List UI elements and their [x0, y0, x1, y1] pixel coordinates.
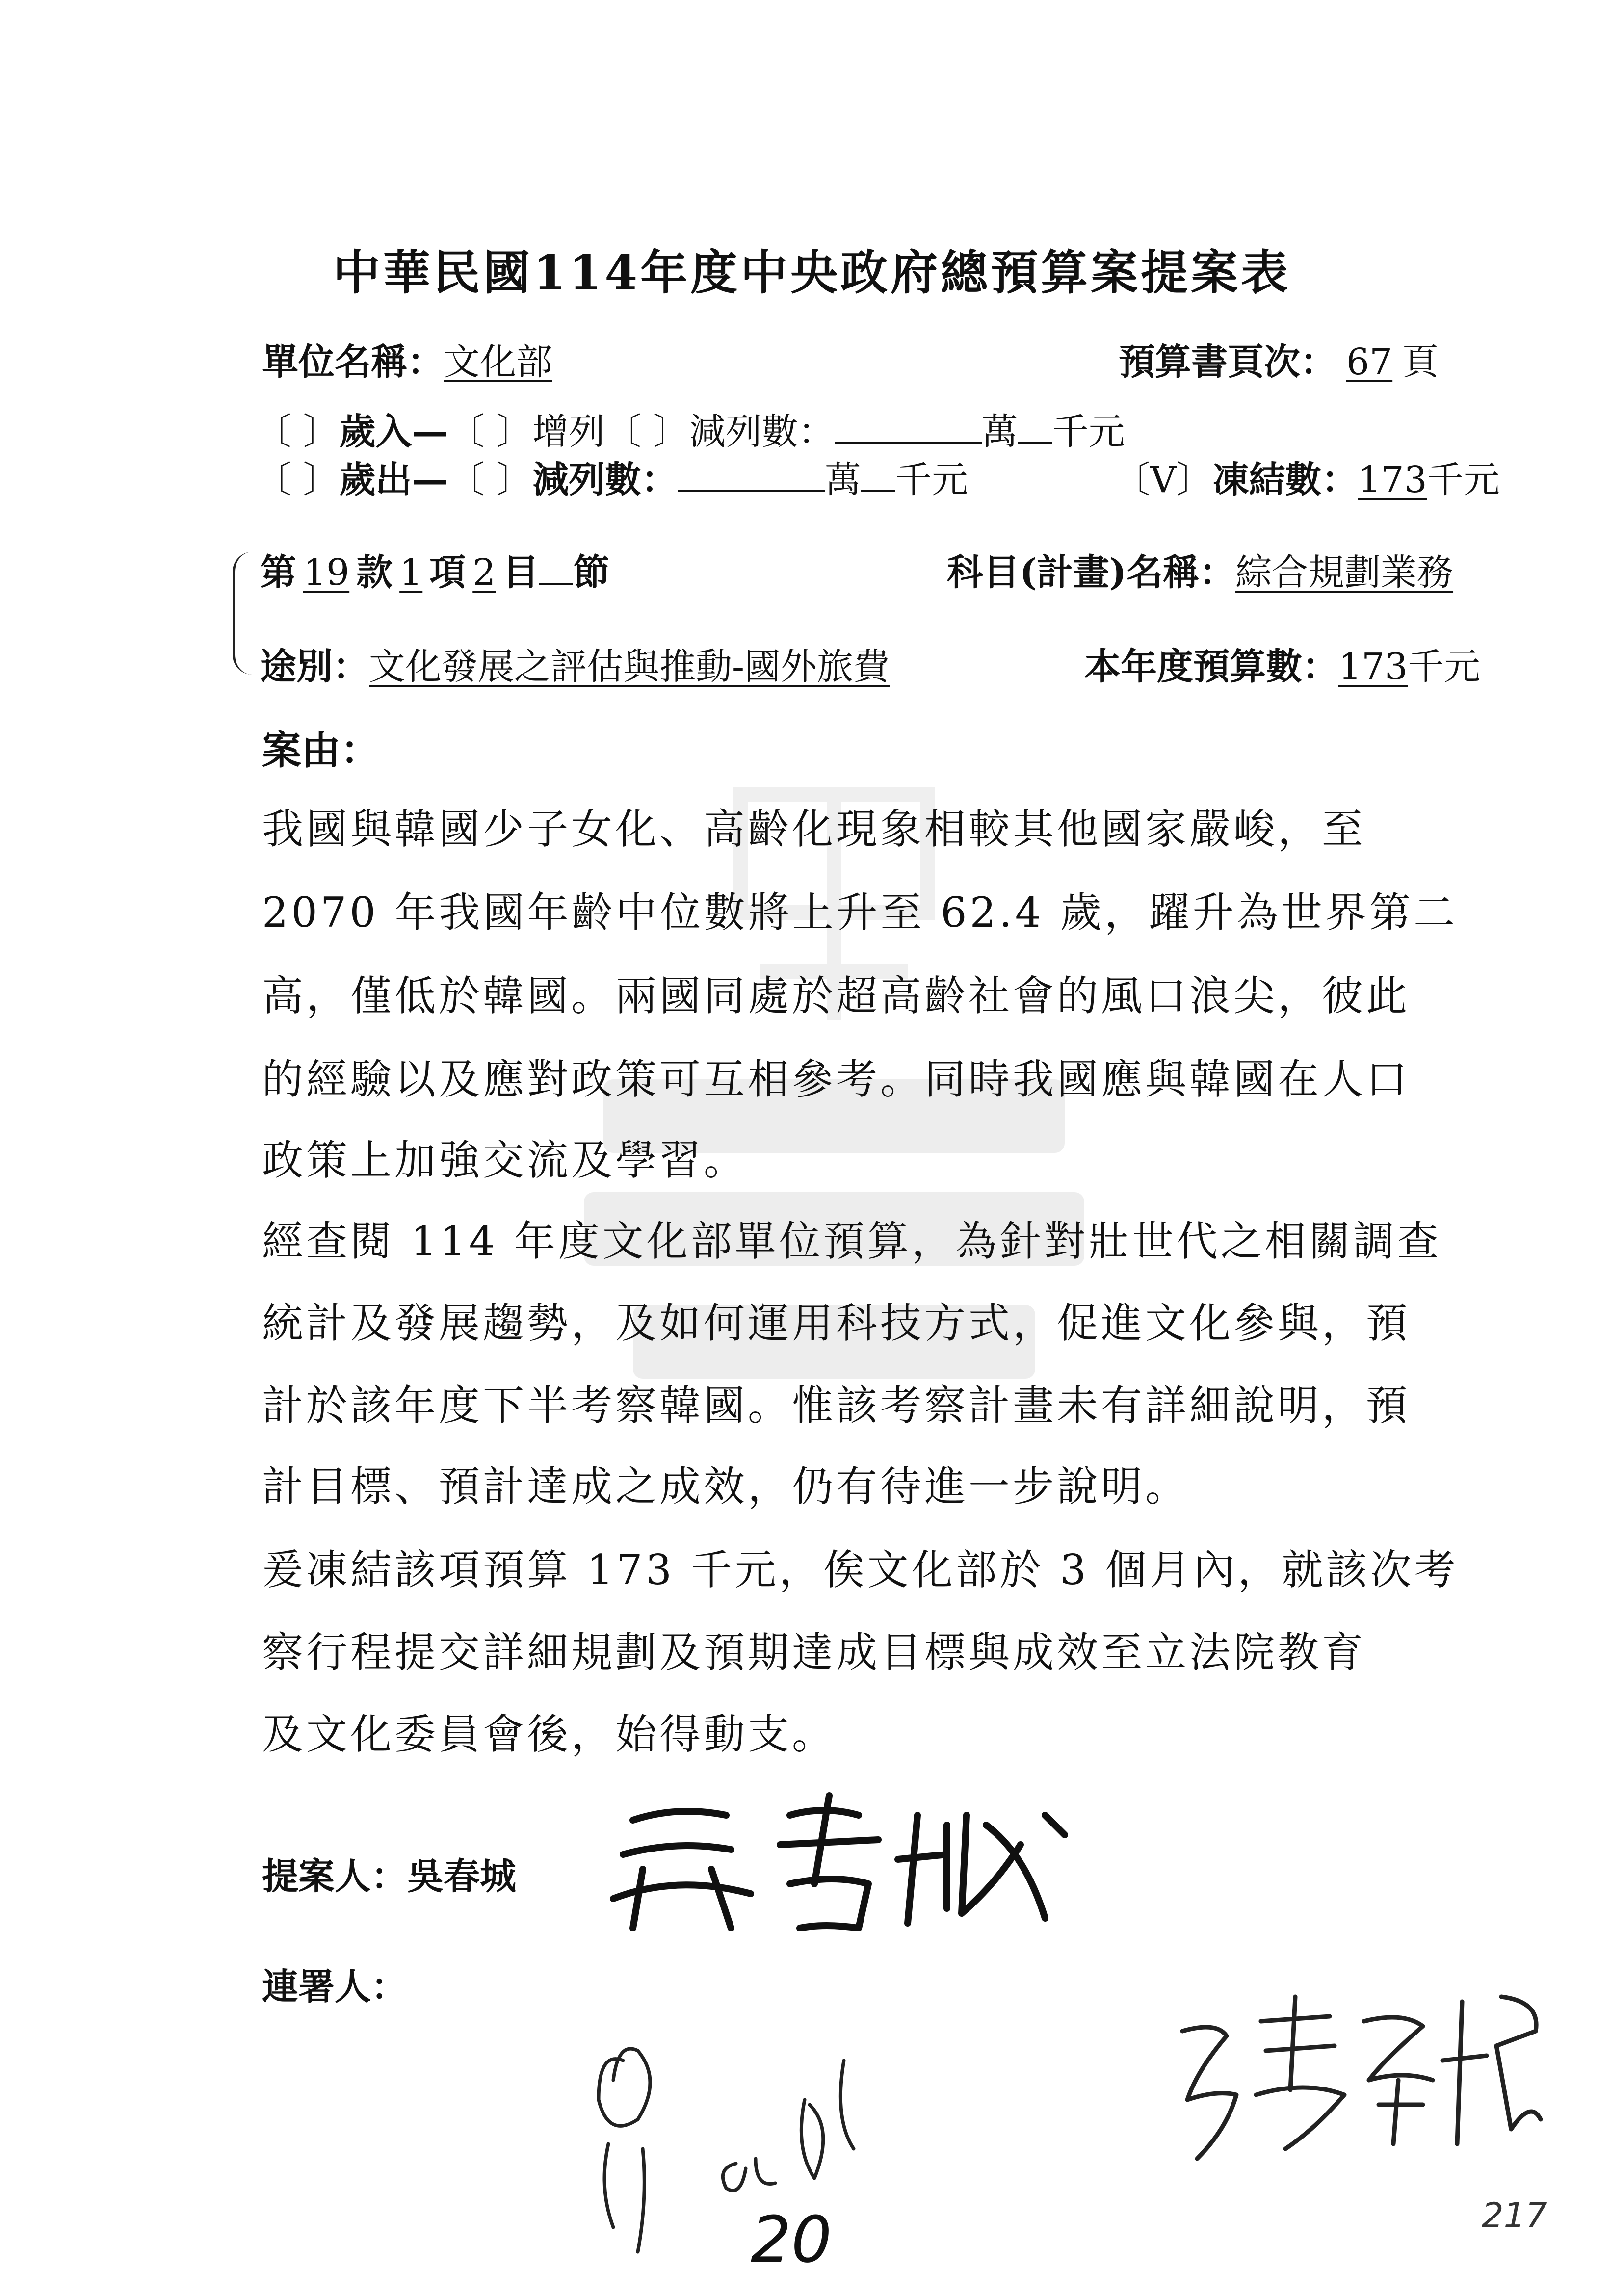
reason-line: 高，僅低於韓國。兩國同處於超高齡社會的風口浪尖，彼此: [262, 972, 1411, 1020]
expense-decrease-checkbox[interactable]: 〔 〕: [448, 459, 533, 501]
expense-wan-label: 萬: [825, 459, 862, 501]
xiang-number: 1: [399, 551, 423, 594]
decrease-label: 減列數：: [689, 411, 835, 453]
reason-line: 的經驗以及應對政策可互相參考。同時我國應與韓國在人口: [262, 1055, 1411, 1103]
usage-label: 途別：: [260, 646, 369, 688]
annual-budget-row: [1084, 642, 1480, 691]
budget-page-value: 67: [1346, 341, 1393, 383]
proposer-label: 提案人：: [262, 1855, 407, 1898]
xiang-label: 項: [429, 551, 466, 594]
expense-decrease-label: 減列數：: [532, 459, 678, 501]
budget-page-suffix: 頁: [1402, 341, 1439, 383]
revenue-label: 歲入—: [339, 411, 448, 453]
reason-line: 政策上加強交流及學習。: [262, 1136, 748, 1184]
annual-budget-unit: 千元: [1408, 646, 1481, 688]
mu-label: 目: [502, 551, 539, 594]
revenue-row: [255, 407, 1125, 456]
section-row: [260, 548, 609, 597]
expense-wan-blank[interactable]: [678, 456, 825, 492]
expense-qian-label: 千元: [895, 459, 969, 501]
cosigner-1-number: 20: [751, 2202, 832, 2277]
decrease-checkbox[interactable]: 〔 〕: [605, 411, 689, 453]
freeze-unit: 千元: [1427, 459, 1500, 501]
reason-line: 及文化委員會後，始得動支。: [262, 1710, 837, 1758]
reason-line: 我國與韓國少子女化、高齡化現象相較其他國家嚴峻，至: [262, 805, 1366, 853]
proposer-row: [262, 1852, 516, 1901]
proposer-signature: [603, 1786, 1094, 1943]
page-title: 中華民國114年度中央政府總預算案提案表: [333, 245, 1291, 300]
freeze-checkbox[interactable]: 〔V〕: [1114, 459, 1213, 501]
jie-label: 節: [573, 551, 610, 594]
unit-value: 文化部: [444, 341, 552, 383]
qian-label: 千元: [1052, 411, 1125, 453]
reason-line: 統計及發展趨勢，及如何運用科技方式，促進文化參與，預: [262, 1299, 1411, 1347]
unit-row: [262, 338, 552, 387]
cosigner-signature-1: [579, 2021, 971, 2296]
expense-label: 歲出—: [339, 459, 448, 501]
budget-page-label: 預算書頁次：: [1119, 341, 1336, 383]
mu-number: 2: [472, 551, 496, 594]
cosigner-2-number: 217: [1482, 2195, 1547, 2236]
budget-page-row: [1119, 338, 1439, 387]
cosigner-signature-2: [1168, 1982, 1570, 2237]
expense-row: [255, 455, 968, 504]
kuan-label: 款: [356, 551, 393, 594]
increase-checkbox[interactable]: 〔 〕: [448, 411, 533, 453]
wan-blank[interactable]: [835, 408, 982, 444]
subject-value: 綜合規劃業務: [1235, 551, 1454, 594]
reason-line: 經查閱 114 年度文化部單位預算，為針對壯世代之相關調查: [262, 1217, 1441, 1265]
reason-line: 2070 年我國年齡中位數將上升至 62.4 歲，躍升為世界第二: [262, 888, 1458, 937]
kuan-number: 19: [303, 551, 350, 594]
usage-row: [260, 642, 890, 691]
freeze-value: 173: [1358, 459, 1427, 501]
freeze-row: [1114, 455, 1500, 504]
reason-heading: 案由：: [262, 727, 380, 773]
wan-label: 萬: [981, 411, 1018, 453]
revenue-checkbox[interactable]: 〔 〕: [255, 411, 340, 453]
proposer-name: 吳春城: [407, 1855, 516, 1898]
unit-label: 單位名稱：: [262, 341, 444, 383]
increase-label: 增列: [532, 411, 605, 453]
section-brace: [233, 552, 255, 675]
expense-checkbox[interactable]: 〔 〕: [255, 459, 340, 501]
qian-blank[interactable]: [1018, 408, 1052, 444]
reason-line: 爰凍結該項預算 173 千元，俟文化部於 3 個月內，就該次考: [262, 1546, 1459, 1594]
freeze-label: 凍結數：: [1212, 459, 1358, 501]
subject-row: [947, 548, 1453, 597]
cosigner-label: 連署人：: [262, 1966, 407, 2008]
jie-blank[interactable]: [539, 548, 573, 585]
annual-budget-label: 本年度預算數：: [1084, 646, 1338, 688]
usage-value: 文化發展之評估與推動-國外旅費: [369, 646, 890, 688]
reason-line: 計於該年度下半考察韓國。惟該考察計畫未有詳細說明，預: [262, 1382, 1411, 1430]
subject-label: 科目(計畫)名稱：: [947, 551, 1236, 594]
di-label: 第: [260, 551, 296, 594]
reason-line: 察行程提交詳細規劃及預期達成目標與成效至立法院教育: [262, 1628, 1366, 1676]
expense-qian-blank[interactable]: [861, 456, 895, 492]
annual-budget-value: 173: [1338, 646, 1408, 688]
reason-line: 計目標、預計達成之成效，仍有待進一步說明。: [262, 1462, 1190, 1511]
